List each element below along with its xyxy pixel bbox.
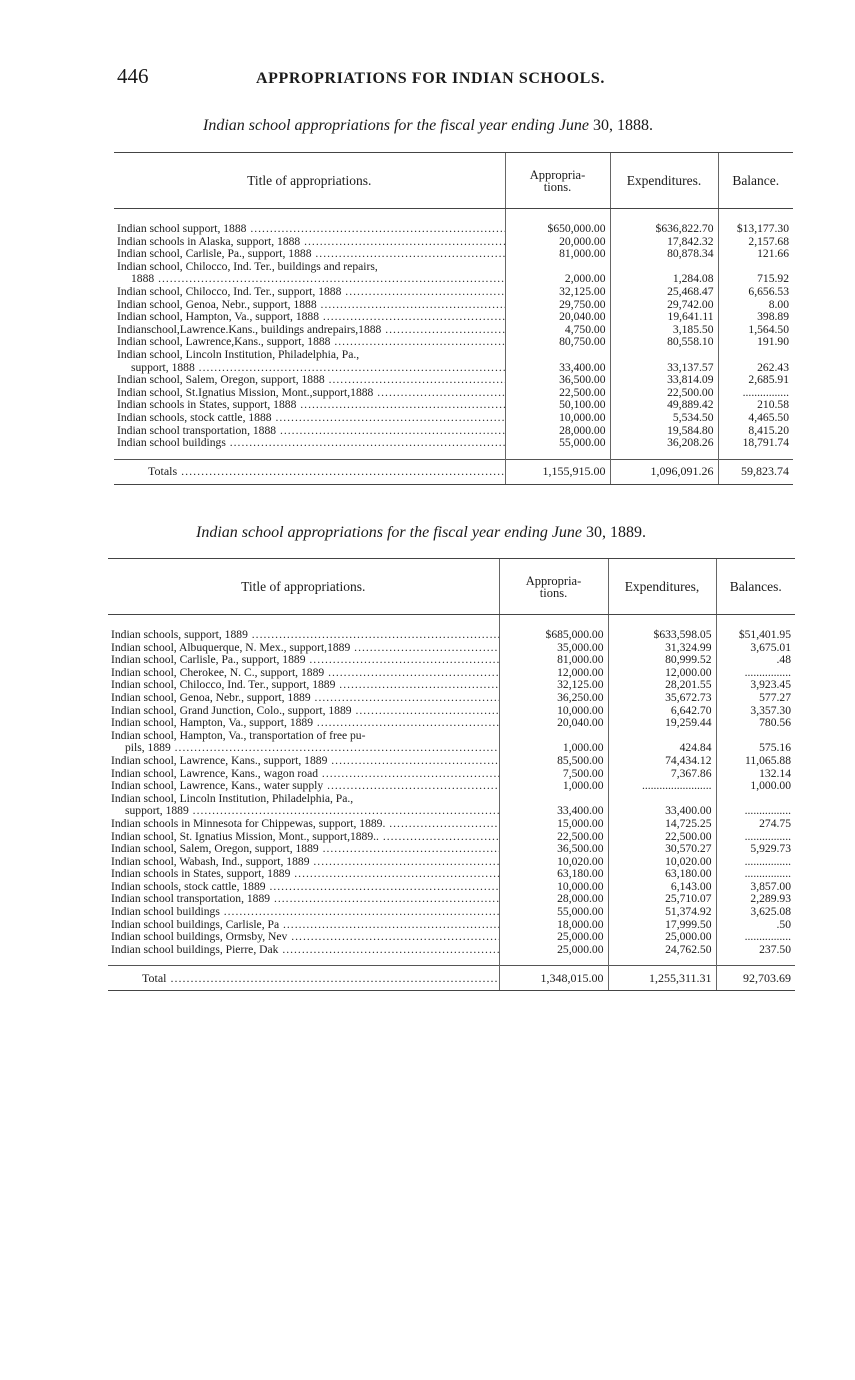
- cell-appropriation: 25,000.00: [499, 944, 608, 957]
- cell-appropriation: 18,000.00: [499, 919, 608, 932]
- row-title-continuation: support, 1888 .....: [117, 362, 505, 375]
- row-title: [108, 642, 499, 655]
- cell-appropriation: 20,040.00: [499, 717, 608, 730]
- row-title-text: Indian school, Lawrence, Kans., water supply .....: [111, 780, 499, 792]
- row-title-text: Indian school, Albuquerque, N. Mex., support,1889 .....: [111, 642, 499, 654]
- table-1889: [108, 558, 795, 991]
- row-title-text: Indian school, Grand Junction, Colo., support, 1889 .....: [111, 705, 499, 717]
- row-title: [108, 793, 499, 818]
- totals-label-text: Total .....: [142, 971, 499, 985]
- cell-appropriation: 7,500.00: [499, 768, 608, 781]
- cell-expenditure: 5,534.50: [610, 412, 718, 425]
- row-title-text: Indian school, Lincoln Institution, Philadelphia, Pa.,: [111, 792, 354, 805]
- table-row: [108, 919, 795, 932]
- table-1888: [114, 152, 793, 485]
- cell-balance: 4,465.50: [718, 412, 793, 425]
- row-title-text: Indian schools in Alaska, support, 1888 .....: [117, 236, 505, 248]
- row-title: [108, 717, 499, 730]
- cell-appropriation: 22,500.00: [499, 831, 608, 844]
- row-title: [114, 425, 505, 438]
- cell-expenditure: 74,434.12: [608, 755, 716, 768]
- cell-balance: 237.50: [716, 944, 795, 957]
- table-row: [114, 425, 793, 438]
- row-title-text: Indian school, Hampton, Va., transportation of free pu-: [111, 729, 366, 742]
- cell-appropriation: 80,750.00: [505, 336, 610, 349]
- table-row: [108, 730, 795, 755]
- row-title: [114, 261, 505, 286]
- row-title: [108, 906, 499, 919]
- table-1888-caption-date: 30, 1888.: [593, 117, 654, 134]
- row-title: [108, 667, 499, 680]
- row-title: [114, 236, 505, 249]
- cell-balance: 6,656.53: [718, 286, 793, 299]
- cell-balance: ................: [716, 793, 795, 818]
- row-title-text: Indian school buildings, Pierre, Dak .....: [111, 944, 499, 956]
- cell-balance: 780.56: [716, 717, 795, 730]
- cell-expenditure: $636,822.70: [610, 223, 718, 236]
- table-row: [108, 856, 795, 869]
- header-appropriations: Appropria- tions.: [505, 153, 610, 209]
- cell-balance: 1,564.50: [718, 324, 793, 337]
- row-title-text: Indian school, Salem, Oregon, support, 1888 .....: [117, 374, 505, 386]
- totals-balance: 92,703.69: [716, 966, 795, 991]
- cell-expenditure: 19,641.11: [610, 311, 718, 324]
- cell-balance: .48: [716, 654, 795, 667]
- cell-balance: $13,177.30: [718, 223, 793, 236]
- cell-appropriation: 32,125.00: [505, 286, 610, 299]
- header-expenditures: Expenditures,: [608, 559, 716, 615]
- totals-expenditure: 1,096,091.26: [610, 459, 718, 484]
- row-title-text: Indian school, Lawrence,Kans., support, 1888 .....: [117, 336, 505, 348]
- cell-appropriation: 2,000.00: [505, 261, 610, 286]
- cell-appropriation: 36,500.00: [499, 843, 608, 856]
- cell-appropriation: 50,100.00: [505, 399, 610, 412]
- row-title-text: Indian school support, 1888 .....: [117, 223, 505, 235]
- totals-label-text: Totals .....: [148, 464, 505, 478]
- header-balance: Balance.: [718, 153, 793, 209]
- cell-appropriation: 33,400.00: [499, 793, 608, 818]
- cell-appropriation: $685,000.00: [499, 629, 608, 642]
- cell-expenditure: ........................: [608, 780, 716, 793]
- cell-appropriation: 81,000.00: [505, 248, 610, 261]
- cell-balance: 3,357.30: [716, 705, 795, 718]
- totals-label: [114, 459, 505, 484]
- table-row: [108, 667, 795, 680]
- row-title-text: Indian school buildings .....: [117, 437, 505, 449]
- cell-appropriation: 10,000.00: [499, 881, 608, 894]
- row-title-text: Indian school, St. Ignatius Mission, Mont., support,1889.. .....: [111, 831, 499, 843]
- table-row: [108, 768, 795, 781]
- header-title: Title of appropriations.: [108, 559, 499, 615]
- row-title-text: Indian schools, stock cattle, 1889 .....: [111, 881, 499, 893]
- row-title: [108, 856, 499, 869]
- cell-balance: ................: [716, 667, 795, 680]
- header-appropriations: Appropria- tions.: [499, 559, 608, 615]
- table-1889-caption-text: Indian school appropriations for the fiscal year ending June: [196, 524, 583, 541]
- cell-appropriation: 55,000.00: [505, 437, 610, 450]
- table-1889-caption-date: 30, 1889.: [586, 524, 647, 541]
- row-title: [114, 387, 505, 400]
- totals-label: [108, 966, 499, 991]
- totals-appropriation: 1,348,015.00: [499, 966, 608, 991]
- cell-balance: 132.14: [716, 768, 795, 781]
- row-title: [108, 931, 499, 944]
- cell-balance: 5,929.73: [716, 843, 795, 856]
- row-title-text: Indian school, St.Ignatius Mission, Mont.,support,1888 .....: [117, 387, 505, 399]
- cell-expenditure: $633,598.05: [608, 629, 716, 642]
- cell-balance: 3,625.08: [716, 906, 795, 919]
- table-row: [108, 755, 795, 768]
- row-title-continuation: support, 1889 .....: [111, 805, 499, 818]
- table-row: [108, 944, 795, 957]
- header-expenditures: Expenditures.: [610, 153, 718, 209]
- cell-balance: 3,675.01: [716, 642, 795, 655]
- row-title: [114, 412, 505, 425]
- cell-expenditure: 30,570.27: [608, 843, 716, 856]
- table-row: [114, 399, 793, 412]
- cell-expenditure: 10,020.00: [608, 856, 716, 869]
- table-row: [108, 629, 795, 642]
- row-title: [108, 780, 499, 793]
- cell-appropriation: 20,040.00: [505, 311, 610, 324]
- cell-appropriation: 29,750.00: [505, 299, 610, 312]
- cell-expenditure: 12,000.00: [608, 667, 716, 680]
- table-row: [108, 793, 795, 818]
- cell-expenditure: 80,878.34: [610, 248, 718, 261]
- row-title-text: Indian school, Hampton, Va., support, 1889 .....: [111, 717, 499, 729]
- cell-balance: 3,923.45: [716, 679, 795, 692]
- row-title: [108, 919, 499, 932]
- row-title-text: Indian school, Lawrence, Kans., wagon road .....: [111, 768, 499, 780]
- table-row: [114, 387, 793, 400]
- row-title: [108, 868, 499, 881]
- totals-appropriation: 1,155,915.00: [505, 459, 610, 484]
- row-title-text: Indian schools in States, support, 1889 .....: [111, 868, 499, 880]
- cell-appropriation: 12,000.00: [499, 667, 608, 680]
- row-title: [108, 881, 499, 894]
- row-title-text: Indian school, Salem, Oregon, support, 1889 .....: [111, 843, 499, 855]
- table-row: [114, 223, 793, 236]
- cell-expenditure: 7,367.86: [608, 768, 716, 781]
- cell-balance: $51,401.95: [716, 629, 795, 642]
- header-title: Title of appropriations.: [114, 153, 505, 209]
- row-title-text: Indian school buildings, Carlisle, Pa .....: [111, 919, 499, 931]
- cell-balance: 577.27: [716, 692, 795, 705]
- cell-appropriation: 1,000.00: [499, 730, 608, 755]
- cell-appropriation: 63,180.00: [499, 868, 608, 881]
- table-row: [114, 324, 793, 337]
- cell-appropriation: 28,000.00: [505, 425, 610, 438]
- cell-appropriation: 10,020.00: [499, 856, 608, 869]
- row-title-text: Indian school, Carlisle, Pa., support, 1888 .....: [117, 248, 505, 260]
- cell-balance: ................: [716, 831, 795, 844]
- row-title: [108, 831, 499, 844]
- table-row: [114, 261, 793, 286]
- cell-balance: ................: [716, 856, 795, 869]
- table-row: [108, 931, 795, 944]
- cell-appropriation: 10,000.00: [499, 705, 608, 718]
- cell-appropriation: 10,000.00: [505, 412, 610, 425]
- cell-appropriation: 22,500.00: [505, 387, 610, 400]
- totals-expenditure: 1,255,311.31: [608, 966, 716, 991]
- row-title-text: Indian school, Lincoln Institution, Philadelphia, Pa.,: [117, 348, 360, 361]
- row-title: [114, 286, 505, 299]
- row-title: [114, 336, 505, 349]
- cell-balance: 262.43: [718, 349, 793, 374]
- row-title: [114, 324, 505, 337]
- totals-balance: 59,823.74: [718, 459, 793, 484]
- row-title-text: Indian school, Cherokee, N. C., support, 1889 .....: [111, 667, 499, 679]
- row-title-text: Indian school, Chilocco, Ind. Ter., support, 1888 .....: [117, 286, 505, 298]
- table-row: [114, 248, 793, 261]
- row-title: [108, 629, 499, 642]
- table-row: [114, 374, 793, 387]
- cell-balance: 8.00: [718, 299, 793, 312]
- table-row: [114, 299, 793, 312]
- cell-expenditure: 25,468.47: [610, 286, 718, 299]
- cell-expenditure: 28,201.55: [608, 679, 716, 692]
- row-title-text: Indian school, Carlisle, Pa., support, 1889 .....: [111, 654, 499, 666]
- table-row: [114, 412, 793, 425]
- cell-appropriation: 35,000.00: [499, 642, 608, 655]
- row-title: [114, 349, 505, 374]
- cell-appropriation: 1,000.00: [499, 780, 608, 793]
- totals-row: [108, 966, 795, 991]
- table-row: [114, 349, 793, 374]
- table-row: [108, 868, 795, 881]
- row-title-text: Indian school, Chilocco, Ind. Ter., support, 1889 .....: [111, 679, 499, 691]
- row-title: [114, 311, 505, 324]
- table-row: [108, 843, 795, 856]
- cell-balance: 2,685.91: [718, 374, 793, 387]
- row-title: [114, 437, 505, 450]
- cell-balance: ................: [718, 387, 793, 400]
- cell-balance: .50: [716, 919, 795, 932]
- cell-appropriation: 28,000.00: [499, 893, 608, 906]
- row-title-text: Indian school, Genoa, Nebr., support, 1889 .....: [111, 692, 499, 704]
- cell-appropriation: 20,000.00: [505, 236, 610, 249]
- running-head: APPROPRIATIONS FOR INDIAN SCHOOLS.: [256, 70, 606, 87]
- table-row: [108, 893, 795, 906]
- table-row: [108, 818, 795, 831]
- cell-balance: 3,857.00: [716, 881, 795, 894]
- cell-expenditure: 22,500.00: [608, 831, 716, 844]
- cell-balance: 1,000.00: [716, 780, 795, 793]
- cell-balance: 11,065.88: [716, 755, 795, 768]
- row-title-text: Indian schools, support, 1889 .....: [111, 629, 499, 641]
- row-title: [108, 730, 499, 755]
- cell-appropriation: 81,000.00: [499, 654, 608, 667]
- table-row: [108, 654, 795, 667]
- cell-expenditure: 22,500.00: [610, 387, 718, 400]
- cell-balance: 2,157.68: [718, 236, 793, 249]
- table-row: [108, 831, 795, 844]
- table-row: [114, 286, 793, 299]
- cell-expenditure: 17,842.32: [610, 236, 718, 249]
- row-title: [108, 679, 499, 692]
- cell-appropriation: 15,000.00: [499, 818, 608, 831]
- cell-expenditure: 33,814.09: [610, 374, 718, 387]
- row-title-text: Indian school buildings .....: [111, 906, 499, 918]
- page-number: 446: [117, 64, 149, 88]
- cell-balance: 18,791.74: [718, 437, 793, 450]
- row-title: [108, 843, 499, 856]
- row-title: [114, 299, 505, 312]
- row-title-text: Indian school, Lawrence, Kans., support, 1889 .....: [111, 755, 499, 767]
- row-title: [114, 248, 505, 261]
- cell-expenditure: 3,185.50: [610, 324, 718, 337]
- row-title-text: Indian school transportation, 1888 .....: [117, 425, 505, 437]
- cell-appropriation: 33,400.00: [505, 349, 610, 374]
- cell-expenditure: 25,710.07: [608, 893, 716, 906]
- row-title-text: Indian schools in Minnesota for Chippewas, support, 1889. .....: [111, 818, 499, 830]
- row-title: [108, 818, 499, 831]
- table-row: [114, 311, 793, 324]
- cell-appropriation: 36,250.00: [499, 692, 608, 705]
- cell-expenditure: 36,208.26: [610, 437, 718, 450]
- row-title-text: Indian schools in States, support, 1888 .....: [117, 399, 505, 411]
- cell-expenditure: 80,999.52: [608, 654, 716, 667]
- table-row: [114, 236, 793, 249]
- cell-balance: 715.92: [718, 261, 793, 286]
- cell-appropriation: 25,000.00: [499, 931, 608, 944]
- row-title: [108, 705, 499, 718]
- row-title: [108, 654, 499, 667]
- row-title-continuation: pils, 1889 .....: [111, 742, 499, 755]
- cell-balance: 8,415.20: [718, 425, 793, 438]
- cell-balance: 121.66: [718, 248, 793, 261]
- row-title-text: Indian school buildings, Ormsby, Nev .....: [111, 931, 499, 943]
- cell-balance: 274.75: [716, 818, 795, 831]
- table-row: [108, 717, 795, 730]
- cell-expenditure: 19,584.80: [610, 425, 718, 438]
- cell-appropriation: $650,000.00: [505, 223, 610, 236]
- cell-balance: ................: [716, 931, 795, 944]
- cell-expenditure: 6,642.70: [608, 705, 716, 718]
- cell-expenditure: 63,180.00: [608, 868, 716, 881]
- cell-expenditure: 17,999.50: [608, 919, 716, 932]
- table-row: [108, 780, 795, 793]
- cell-expenditure: 19,259.44: [608, 717, 716, 730]
- cell-balance: 398.89: [718, 311, 793, 324]
- row-title-text: Indian schools, stock cattle, 1888 .....: [117, 412, 505, 424]
- cell-balance: 210.58: [718, 399, 793, 412]
- cell-appropriation: 32,125.00: [499, 679, 608, 692]
- cell-expenditure: 14,725.25: [608, 818, 716, 831]
- cell-expenditure: 35,672.73: [608, 692, 716, 705]
- table-row: [114, 336, 793, 349]
- row-title: [108, 893, 499, 906]
- row-title: [108, 768, 499, 781]
- table-row: [108, 642, 795, 655]
- cell-expenditure: 33,137.57: [610, 349, 718, 374]
- cell-appropriation: 4,750.00: [505, 324, 610, 337]
- cell-expenditure: 33,400.00: [608, 793, 716, 818]
- cell-expenditure: 424.84: [608, 730, 716, 755]
- row-title-text: Indian school transportation, 1889 .....: [111, 893, 499, 905]
- cell-expenditure: 24,762.50: [608, 944, 716, 957]
- table-row: [108, 705, 795, 718]
- cell-appropriation: 36,500.00: [505, 374, 610, 387]
- totals-row: [114, 459, 793, 484]
- cell-expenditure: 80,558.10: [610, 336, 718, 349]
- cell-appropriation: 55,000.00: [499, 906, 608, 919]
- row-title-text: Indian school, Hampton, Va., support, 1888 .....: [117, 311, 505, 323]
- cell-appropriation: 85,500.00: [499, 755, 608, 768]
- row-title: [114, 223, 505, 236]
- cell-expenditure: 1,284.08: [610, 261, 718, 286]
- table-row: [108, 679, 795, 692]
- cell-expenditure: 49,889.42: [610, 399, 718, 412]
- table-row: [108, 906, 795, 919]
- row-title-continuation: 1888 .....: [117, 273, 505, 286]
- row-title-text: Indian school, Chilocco, Ind. Ter., buildings and repairs,: [117, 260, 378, 273]
- row-title: [114, 399, 505, 412]
- cell-balance: 191.90: [718, 336, 793, 349]
- cell-expenditure: 25,000.00: [608, 931, 716, 944]
- cell-expenditure: 6,143.00: [608, 881, 716, 894]
- row-title-text: Indian school, Genoa, Nebr., support, 1888 .....: [117, 299, 505, 311]
- table-1888-caption-text: Indian school appropriations for the fiscal year ending June: [203, 117, 590, 134]
- row-title-text: Indian school, Wabash, Ind., support, 1889 .....: [111, 856, 499, 868]
- cell-balance: ................: [716, 868, 795, 881]
- cell-balance: 575.16: [716, 730, 795, 755]
- row-title: [108, 944, 499, 957]
- row-title: [108, 755, 499, 768]
- table-row: [108, 692, 795, 705]
- cell-expenditure: 31,324.99: [608, 642, 716, 655]
- cell-expenditure: 29,742.00: [610, 299, 718, 312]
- row-title: [114, 374, 505, 387]
- table-row: [114, 437, 793, 450]
- table-1889-caption: [196, 524, 646, 542]
- cell-balance: 2,289.93: [716, 893, 795, 906]
- row-title: [108, 692, 499, 705]
- header-balance: Balances.: [716, 559, 795, 615]
- cell-expenditure: 51,374.92: [608, 906, 716, 919]
- table-1888-caption: [203, 117, 653, 135]
- row-title-text: Indianschool,Lawrence.Kans., buildings andrepairs,1888 .....: [117, 324, 505, 336]
- table-row: [108, 881, 795, 894]
